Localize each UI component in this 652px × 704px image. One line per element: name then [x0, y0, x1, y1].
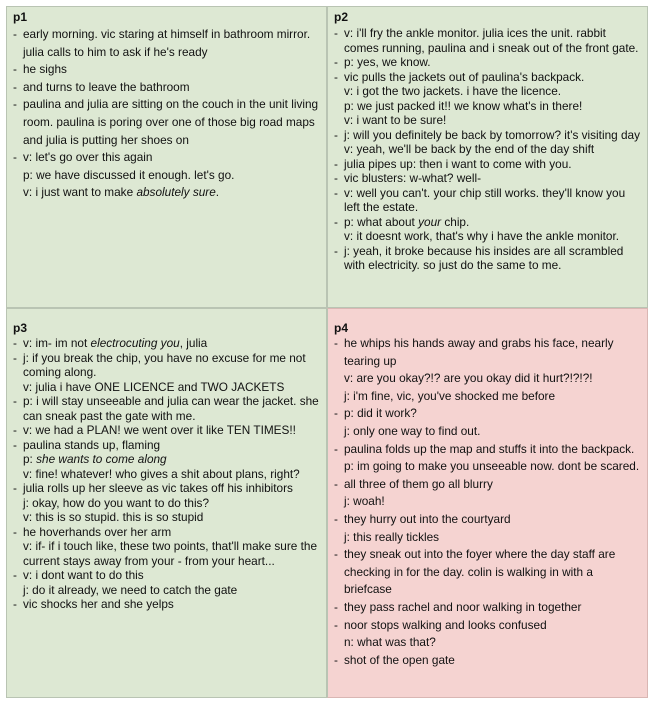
line-text: they sneak out into the foyer where the day staff are checking in for the day. colin is walking in with a briefcase [344, 547, 616, 597]
continuation-line [13, 452, 322, 467]
dash-bullet: - [13, 394, 17, 408]
line-text: noor stops walking and looks confused [344, 617, 547, 632]
line-text: j: this really tickles [344, 529, 440, 544]
bullet-item [13, 26, 322, 61]
bullet-item [334, 128, 643, 143]
continuation-line [334, 493, 643, 511]
dash-bullet: - [13, 350, 17, 365]
emphasis-text: electrocuting you [90, 336, 180, 350]
line-text: chip. [441, 214, 470, 229]
dash-bullet: - [334, 511, 338, 526]
line-text: v: let's go over this again [23, 150, 153, 165]
line-text: p: we just packed it!! we know what's in there! [344, 98, 583, 113]
line-text: and turns to leave the bathroom [23, 79, 190, 94]
line-text: vic pulls the jackets out of paulina's backpack. [344, 69, 585, 84]
dash-bullet: - [334, 547, 338, 562]
dash-bullet: - [334, 214, 338, 229]
storyboard-grid [6, 6, 648, 698]
panel-body [13, 26, 322, 202]
continuation-line [334, 113, 643, 128]
panel-p3 [6, 308, 327, 698]
line-text: . [215, 185, 220, 200]
line-text: paulina folds up the map and stuffs it into the backpack. [344, 441, 635, 456]
emphasis-text: your [418, 214, 442, 229]
dash-bullet: - [13, 97, 17, 112]
dash-bullet: - [334, 69, 338, 84]
continuation-line [334, 370, 643, 388]
dash-bullet: - [13, 524, 17, 539]
continuation-line [334, 634, 643, 652]
dash-bullet: - [334, 171, 338, 185]
dash-bullet: - [334, 599, 338, 614]
continuation-line [13, 539, 322, 568]
line-text: , julia [179, 336, 208, 350]
dash-bullet: - [334, 617, 338, 632]
dash-bullet: - [13, 336, 17, 350]
continuation-line [13, 510, 322, 525]
line-text: v: julia i have ONE LICENCE and TWO JACKETS [23, 379, 285, 394]
bullet-item [334, 186, 643, 215]
line-text: v: it doesnt work, that's why i have the ankle monitor. [344, 229, 620, 243]
panel-title: p3 [13, 321, 28, 335]
bullet-item [334, 405, 643, 423]
continuation-line [334, 388, 643, 406]
line-text: v: well you can't. your chip still works. they'll know you left the estate. [344, 185, 626, 214]
bullet-item [334, 215, 643, 230]
dash-bullet: - [13, 27, 17, 41]
line-text: v: i'll fry the ankle monitor. julia ices the unit. rabbit comes running, paulina and i sneak out of the front gate. [344, 26, 639, 55]
continuation-line [13, 167, 322, 185]
panel-p4 [327, 308, 648, 698]
dash-bullet: - [13, 597, 17, 611]
line-text: v: i want to be sure! [344, 113, 447, 127]
dash-bullet: - [334, 336, 338, 350]
bullet-item [13, 423, 322, 438]
bullet-item [334, 652, 643, 670]
emphasis-text: she wants to come along [36, 452, 167, 466]
line-text: they pass rachel and noor walking in together [344, 599, 582, 614]
dash-bullet: - [13, 437, 17, 452]
panel-body [334, 335, 643, 669]
line-text: v: yeah, we'll be back by the end of the day shift [344, 142, 595, 156]
bullet-item [13, 568, 322, 583]
line-text: j: i'm fine, vic, you've shocked me before [344, 388, 556, 403]
line-text: he whips his hands away and grabs his face, nearly tearing up [344, 336, 614, 368]
line-text: j: if you break the chip, you have no excuse for me not coming along. [23, 350, 306, 379]
line-text: v: we had a PLAN! we went over it like TEN TIMES!! [23, 423, 296, 437]
bullet-item [334, 26, 643, 55]
bullet-item [13, 351, 322, 380]
bullet-item [334, 476, 643, 494]
line-text: j: yeah, it broke because his insides are all scrambled with electricity. so just do the same to me. [344, 243, 624, 272]
line-text: julia rolls up her sleeve as vic takes off his inhibitors [23, 481, 293, 495]
bullet-item [334, 244, 643, 273]
dash-bullet: - [334, 476, 338, 491]
continuation-line [334, 229, 643, 244]
bullet-item [334, 70, 643, 85]
panel-p2 [327, 6, 648, 308]
line-text: p: yes, we know. [344, 55, 431, 69]
bullet-item [13, 525, 322, 540]
line-text: vic shocks her and she yelps [23, 597, 174, 611]
continuation-line [334, 142, 643, 157]
dash-bullet: - [334, 26, 338, 40]
line-text: he hoverhands over her arm [23, 524, 172, 539]
continuation-line [334, 529, 643, 547]
line-text: v: im- im not [23, 336, 91, 350]
panel-body [13, 336, 322, 612]
continuation-line [13, 496, 322, 511]
bullet-item [334, 546, 643, 599]
line-text: v: this is so stupid. this is so stupid [23, 510, 204, 524]
dash-bullet: - [13, 62, 17, 77]
line-text: j: okay, how do you want to do this? [23, 495, 210, 510]
panel-p1 [6, 6, 327, 308]
bullet-item [13, 336, 322, 351]
line-text: shot of the open gate [344, 652, 455, 667]
line-text: julia pipes up: then i want to come with you. [344, 156, 572, 171]
bullet-item [334, 171, 643, 186]
bullet-item [334, 441, 643, 459]
panel-title: p2 [334, 10, 349, 24]
line-text: j: only one way to find out. [344, 423, 481, 438]
dash-bullet: - [334, 185, 338, 200]
panel-title: p1 [13, 10, 28, 24]
bullet-item [13, 149, 322, 167]
continuation-line [334, 84, 643, 99]
bullet-item [13, 96, 322, 149]
line-text: j: woah! [344, 494, 385, 509]
bullet-item [13, 79, 322, 97]
line-text: v: i got the two jackets. i have the licence. [344, 84, 562, 98]
line-text: paulina and julia are sitting on the couch in the unit living room. paulina is poring over one of those big road maps and julia is putting her shoes on [23, 97, 319, 147]
line-text: they hurry out into the courtyard [344, 511, 511, 526]
continuation-line [13, 467, 322, 482]
bullet-item [13, 597, 322, 612]
line-text: v: fine! whatever! who gives a shit about plans, right? [23, 466, 300, 481]
line-text: v: i dont want to do this [23, 568, 144, 582]
dash-bullet: - [13, 423, 17, 437]
line-text: p: i will stay unseeable and julia can wear the jacket. she can sneak past the gate with me. [23, 394, 319, 423]
dash-bullet: - [13, 79, 17, 94]
bullet-item [334, 511, 643, 529]
bullet-item [334, 599, 643, 617]
bullet-item [13, 61, 322, 79]
line-text: p: im going to make you unseeable now. dont be scared. [344, 459, 640, 474]
dash-bullet: - [334, 55, 338, 69]
bullet-item [334, 157, 643, 172]
dash-bullet: - [13, 150, 17, 165]
continuation-line [334, 423, 643, 441]
bullet-item [13, 438, 322, 453]
dash-bullet: - [13, 568, 17, 582]
bullet-item [13, 394, 322, 423]
line-text: j: do it already, we need to catch the gate [23, 582, 238, 597]
line-text: p: we have discussed it enough. let's go. [23, 167, 235, 182]
panel-body [334, 26, 643, 273]
line-text: he sighs [23, 62, 67, 77]
bullet-item [334, 55, 643, 70]
bullet-item [334, 617, 643, 635]
dash-bullet: - [334, 406, 338, 421]
dash-bullet: - [334, 243, 338, 258]
line-text: paulina stands up, flaming [23, 437, 161, 452]
continuation-line [13, 380, 322, 395]
dash-bullet: - [334, 652, 338, 667]
dash-bullet: - [334, 127, 338, 142]
line-text: v: are you okay?!? are you okay did it hurt?!?!?! [344, 371, 593, 386]
line-text: vic blusters: w-what? well- [344, 171, 482, 185]
continuation-line [13, 583, 322, 598]
continuation-line [334, 458, 643, 476]
continuation-line [334, 99, 643, 114]
bullet-item [13, 481, 322, 496]
dash-bullet: - [334, 156, 338, 171]
bullet-item [334, 335, 643, 370]
line-text: n: what was that? [344, 635, 436, 650]
line-text: early morning. vic staring at himself in bathroom mirror. julia calls to him to ask if he's ready [23, 27, 311, 59]
panel-title: p4 [334, 321, 349, 335]
line-text: p: [23, 452, 37, 466]
line-text: all three of them go all blurry [344, 476, 493, 491]
line-text: p: did it work? [344, 406, 417, 421]
dash-bullet: - [13, 481, 17, 495]
continuation-line [13, 184, 322, 202]
emphasis-text: absolutely sure [136, 185, 216, 200]
dash-bullet: - [334, 441, 338, 456]
line-text: j: will you definitely be back by tomorrow? it's visiting day [344, 127, 640, 142]
line-text: v: i just want to make [23, 185, 137, 200]
line-text: p: what about [344, 214, 419, 229]
line-text: v: if- if i touch like, these two points, that'll make sure the current stays away from your - from your heart... [23, 539, 318, 568]
